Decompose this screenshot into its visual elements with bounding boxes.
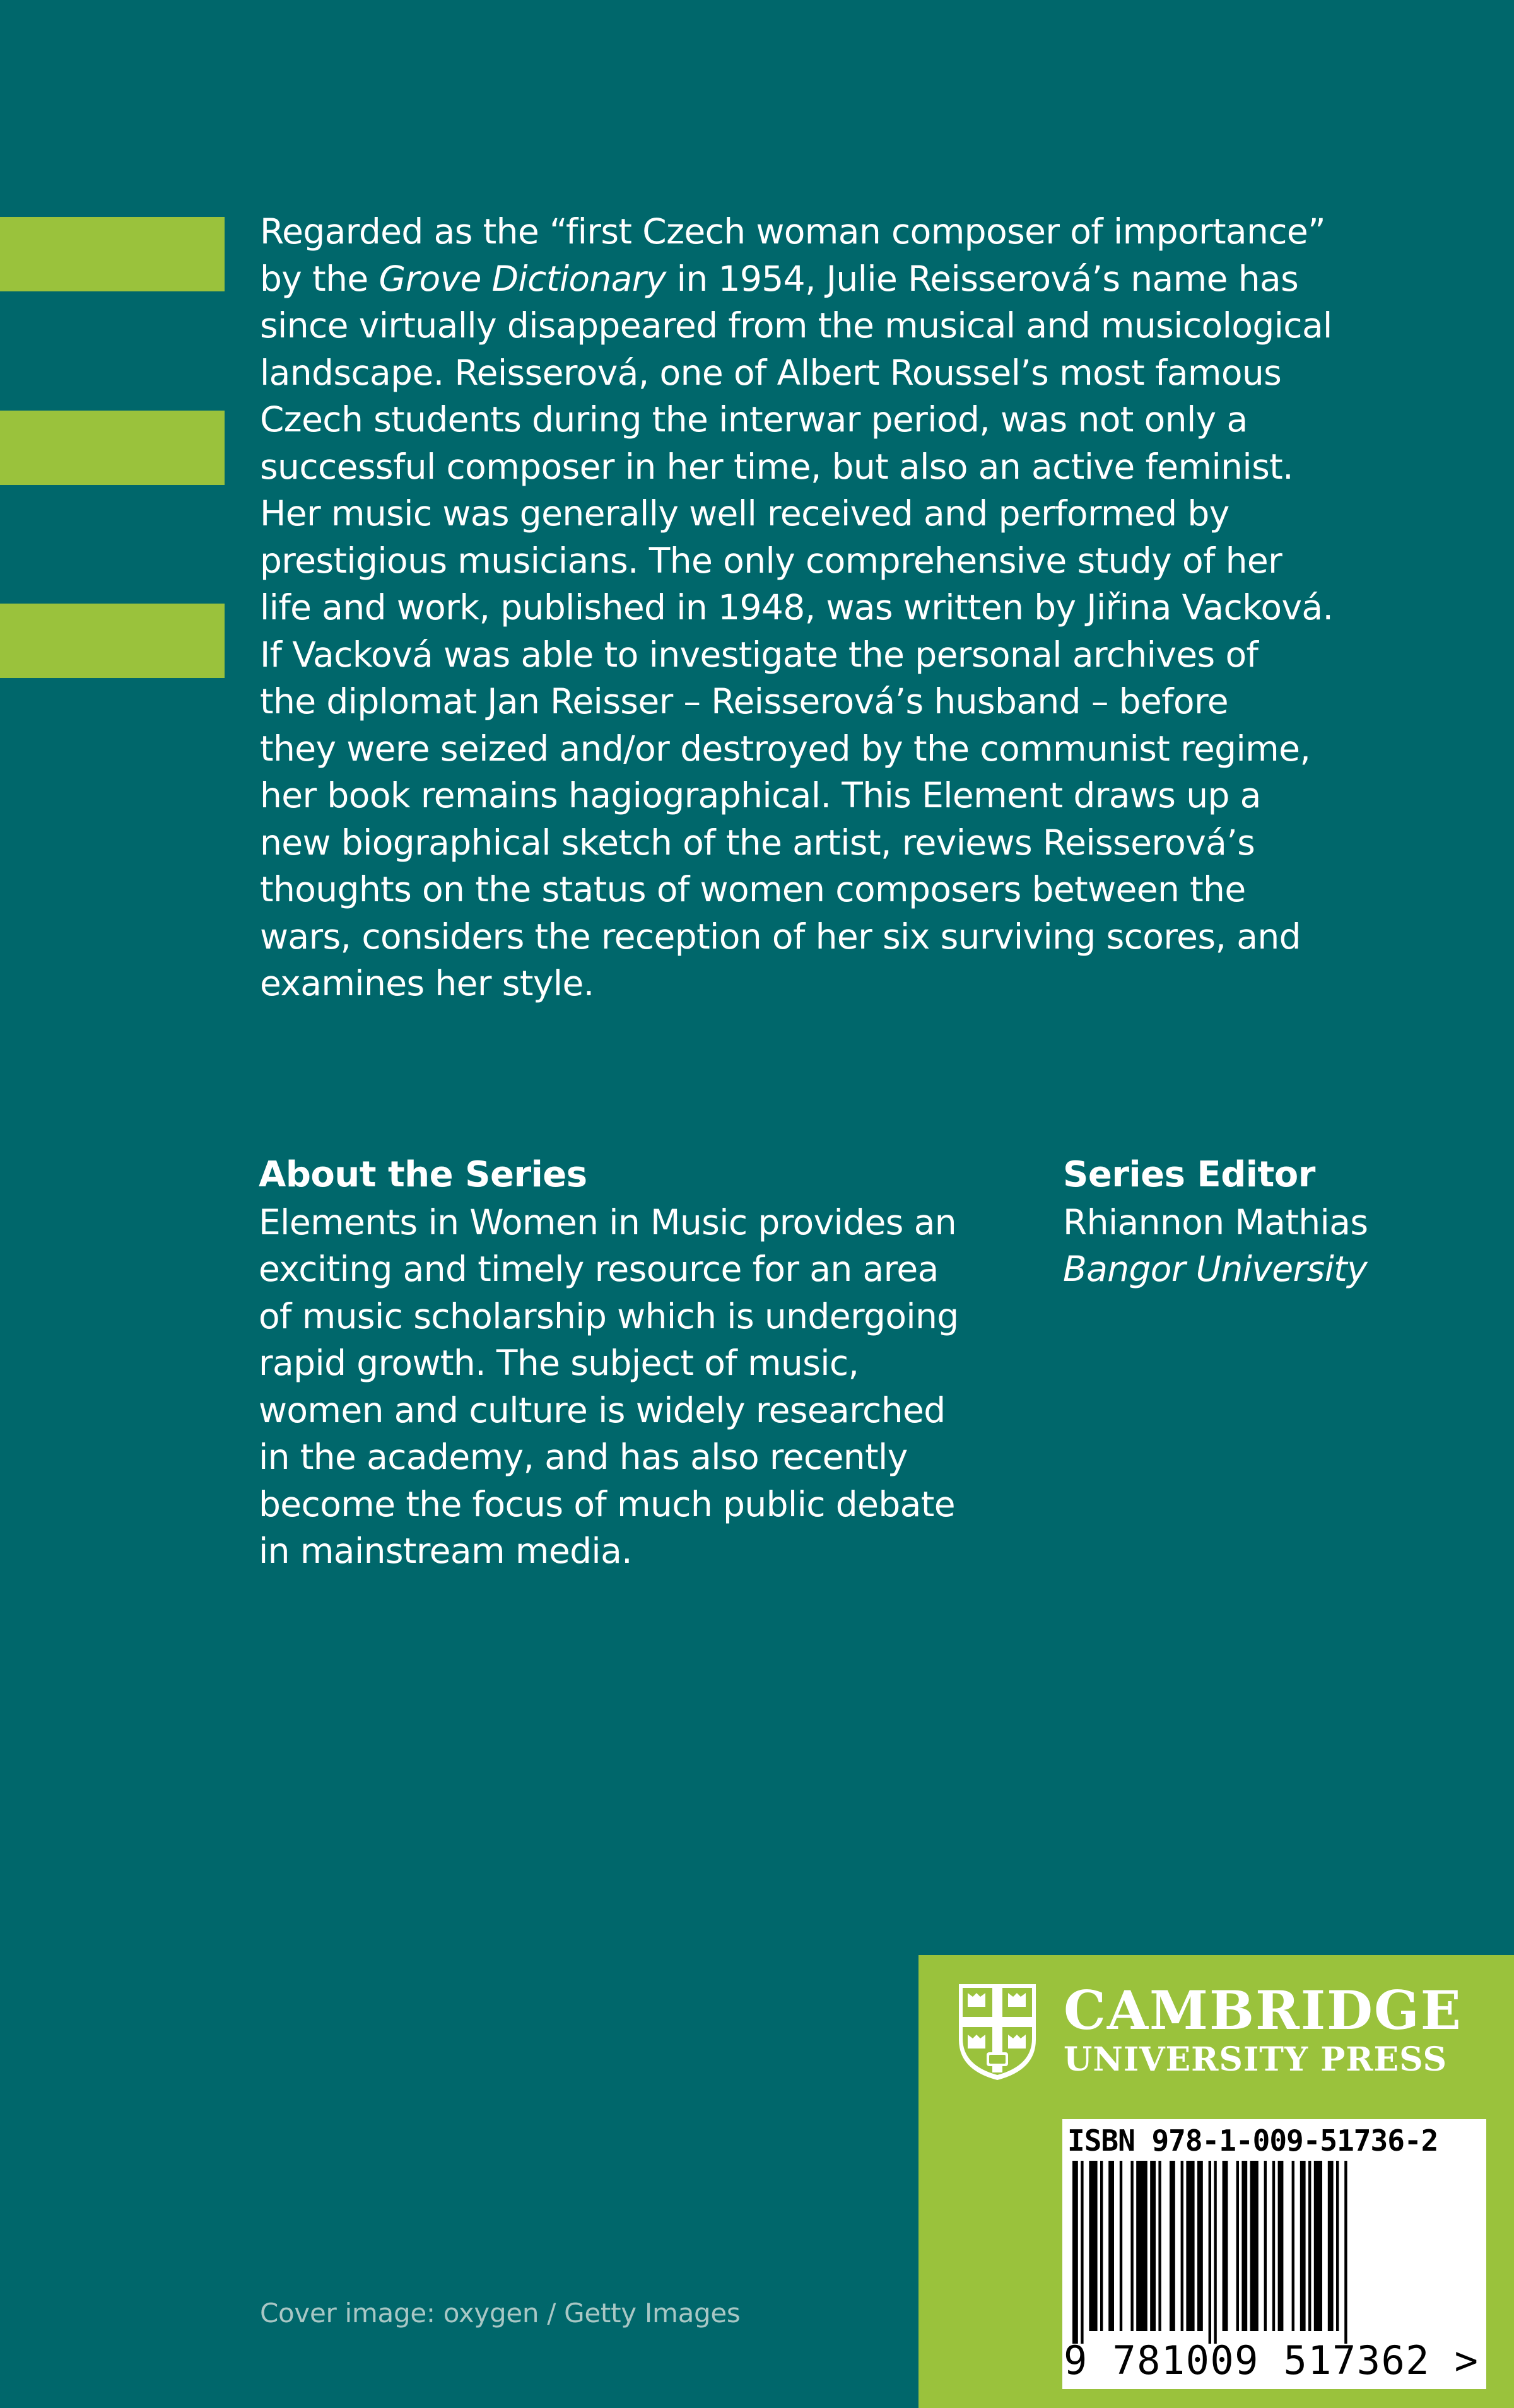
barcode-bar [1081,2161,1083,2344]
blurb-line: Regarded as the “first Czech woman composer of importance” [260,211,1326,252]
blurb-line: prestigious musicians. The only comprehensive study of her [260,540,1282,581]
publisher-panel [918,1955,1514,2408]
barcode-bar [1158,2161,1161,2331]
blurb-line: they were seized and/or destroyed by the communist regime, [260,728,1311,769]
barcode-bar [1264,2161,1267,2331]
barcode-bar [1130,2161,1133,2331]
barcode-bar [1308,2161,1311,2331]
cambridge-crest-icon [956,1982,1038,2083]
publisher-name [1064,1979,1462,2080]
barcode-bar [1344,2161,1347,2344]
series-editor-heading: Series Editor [1063,1154,1315,1195]
publisher-name-line-2: UNIVERSITY PRESS [1064,2040,1448,2079]
barcode-bar [1100,2161,1103,2331]
barcode-bar [1278,2161,1284,2331]
blurb-line: thoughts on the status of women composers between the [260,869,1246,909]
barcode-bar [1170,2161,1175,2331]
barcode-bars [1070,2161,1479,2344]
about-series-line: in mainstream media. [259,1531,633,1571]
about-series-line: of music scholarship which is undergoing [259,1295,959,1336]
blurb-line: since virtually disappeared from the musical and musicological [260,305,1332,346]
series-editor-affiliation: Bangor University [1063,1249,1368,1289]
blurb-line: successful composer in her time, but also an active feminist. [260,446,1293,487]
barcode-bar [1072,2161,1078,2344]
grove-dictionary-title: Grove Dictionary [378,258,666,299]
barcode-bar [1241,2161,1247,2331]
barcode-bar [1150,2161,1156,2331]
about-series-line: women and culture is widely researched [259,1389,946,1430]
about-series-line: exciting and timely resource for an area [259,1249,939,1289]
cover-image-credit: Cover image: oxygen / Getty Images [260,2298,741,2329]
about-series-line: Elements in Women in Music provides an [259,1201,957,1242]
ean-digits: 9 781009 517362 > [1064,2337,1479,2383]
barcode-bar [1336,2161,1339,2331]
blurb-line: the diplomat Jan Reisser – Reisserová’s husband – before [260,681,1229,722]
blurb-line: Czech students during the interwar period, was not only a [260,399,1248,440]
series-editor [1063,1152,1454,1293]
barcode-bar [1328,2161,1334,2331]
blurb-line: wars, considers the reception of her six surviving scores, and [260,916,1301,957]
series-editor-name: Rhiannon Mathias [1063,1201,1368,1242]
blurb-line: Her music was generally well received and performed by [260,493,1229,534]
barcode-bar [1314,2161,1322,2331]
blurb-line: life and work, published in 1948, was written by Jiřina Vacková. [260,587,1334,628]
barcode-bar [1181,2161,1183,2331]
about-series-line: become the focus of much public debate [259,1483,955,1524]
book-blurb [260,208,1421,1007]
barcode-bar [1197,2161,1203,2331]
accent-bar-1 [0,217,225,291]
barcode-bar [1300,2161,1306,2331]
about-the-series [259,1152,1041,1575]
blurb-line: If Vacková was able to investigate the personal archives of [260,634,1259,675]
barcode-bar [1089,2161,1097,2331]
about-series-line: rapid growth. The subject of music, [259,1343,859,1383]
blurb-line: landscape. Reisserová, one of Albert Roussel’s most famous [260,352,1282,393]
barcode-bar [1136,2161,1147,2331]
barcode-bar [1108,2161,1114,2331]
blurb-line [260,255,1421,303]
barcode-bar [1186,2161,1194,2331]
accent-bar-2 [0,411,225,485]
accent-bar-3 [0,604,225,678]
about-series-heading: About the Series [259,1154,587,1195]
publisher-name-line-1: CAMBRIDGE [1064,1979,1462,2042]
barcode-bar [1236,2161,1239,2331]
isbn-barcode [1062,2119,1486,2389]
blurb-line: new biographical sketch of the artist, reviews Reisserová’s [260,822,1255,863]
isbn-label: ISBN 978-1-009-51736-2 [1067,2124,1438,2158]
publisher-logo [956,1979,1499,2089]
blurb-line-suffix: in 1954, Julie Reisserová’s name has [666,258,1299,299]
barcode-bar [1272,2161,1275,2331]
blurb-line: examines her style. [260,963,594,1003]
barcode-bar [1250,2161,1259,2331]
barcode-bar [1223,2161,1228,2331]
blurb-line: her book remains hagiographical. This Element draws up a [260,775,1261,815]
barcode-bar [1209,2161,1211,2344]
blurb-line-prefix: by the [260,258,379,299]
barcode-bar [1292,2161,1294,2331]
about-series-line: in the academy, and has also recently [259,1437,908,1477]
barcode-bar [1214,2161,1216,2344]
barcode-bar [1120,2161,1122,2331]
